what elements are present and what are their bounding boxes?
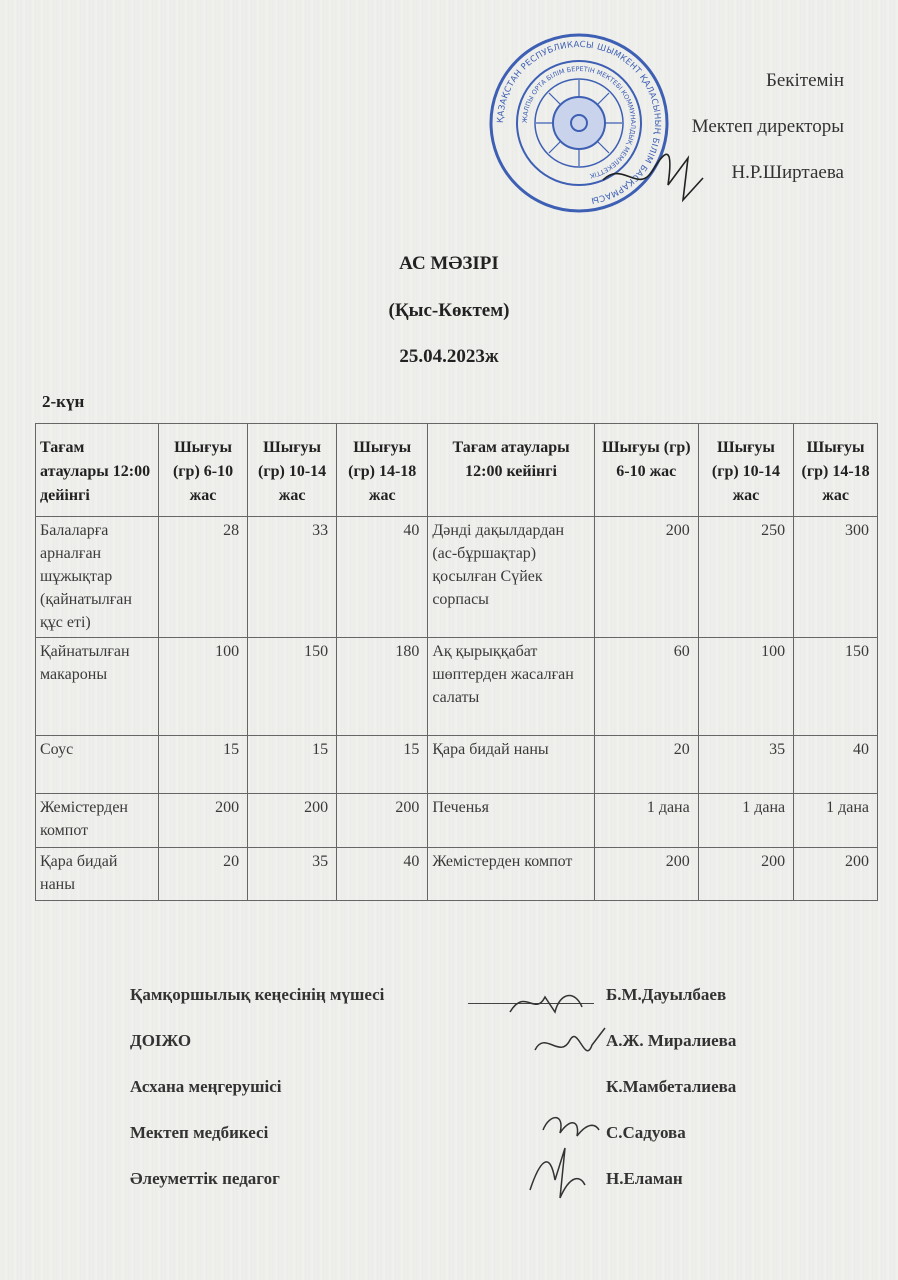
cell-value: 20 bbox=[159, 848, 248, 901]
cell-value: 200 bbox=[248, 794, 337, 848]
stamp-outer-text: ҚАЗАҚСТАН РЕСПУБЛИКАСЫ ШЫМКЕНТ ҚАЛАСЫНЫҢ БІЛІМ БАСҚАРМАСЫ bbox=[495, 39, 663, 206]
cell-value: 200 bbox=[594, 517, 698, 638]
cell-dish: Ақ қырыққабат шөптерден жасалған салаты bbox=[428, 638, 594, 736]
table-header-row bbox=[36, 424, 878, 517]
day-label: 2-күн bbox=[42, 392, 85, 411]
header-dish-after-noon: Тағам атаулары 12:00 кейінгі bbox=[428, 424, 594, 517]
cell-value: 200 bbox=[594, 848, 698, 901]
cell-value: 150 bbox=[248, 638, 337, 736]
cell-dish: Қара бидай наны bbox=[36, 848, 159, 901]
document-date: 25.04.2023ж bbox=[399, 346, 499, 367]
cell-value: 15 bbox=[159, 736, 248, 794]
table-row bbox=[36, 638, 878, 736]
cell-value: 100 bbox=[159, 638, 248, 736]
cell-value: 200 bbox=[337, 794, 428, 848]
signer-name: К.Мамбеталиева bbox=[606, 1077, 737, 1096]
cell-value: 200 bbox=[794, 848, 878, 901]
cell-value: 1 дана bbox=[794, 794, 878, 848]
document-title: АС МӘЗІРІ bbox=[399, 253, 499, 274]
cell-value: 200 bbox=[698, 848, 793, 901]
cell-value: 180 bbox=[337, 638, 428, 736]
table-row bbox=[36, 736, 878, 794]
header-portion-6-10: Шығуы (гр) 6-10 жас bbox=[159, 424, 248, 517]
signature-row bbox=[130, 1123, 810, 1169]
signer-role: ДОІЖО bbox=[130, 1031, 192, 1050]
signer-role: Қамқоршылық кеңесінің мүшесі bbox=[130, 985, 385, 1004]
stamp-inner-text: ЖАЛПЫ ОРТА БІЛІМ БЕРЕТІН МЕКТЕБІ КОММУНАЛДЫҚ МЕМЛЕКЕТТІК bbox=[520, 64, 638, 180]
header-portion-10-14-pm: Шығуы (гр) 10-14 жас bbox=[698, 424, 793, 517]
approver-position: Мектеп директоры bbox=[691, 116, 844, 137]
table-row bbox=[36, 794, 878, 848]
document-season: (Қыс-Көктем) bbox=[388, 300, 510, 321]
approval-label: Бекітемін bbox=[765, 70, 844, 91]
cell-value: 40 bbox=[337, 848, 428, 901]
header-portion-14-18: Шығуы (гр) 14-18 жас bbox=[337, 424, 428, 517]
cell-dish: Жемістерден компот bbox=[36, 794, 159, 848]
signature-row bbox=[130, 1031, 810, 1077]
menu-table bbox=[35, 423, 878, 901]
signer-role: Әлеуметтік педагог bbox=[130, 1169, 280, 1188]
signer-role: Асхана меңгерушісі bbox=[130, 1077, 282, 1096]
header-dish-before-noon: Тағам атаулары 12:00 дейінгі bbox=[36, 424, 159, 517]
cell-value: 150 bbox=[794, 638, 878, 736]
cell-value: 300 bbox=[794, 517, 878, 638]
table-row bbox=[36, 848, 878, 901]
signature-row bbox=[130, 1077, 810, 1123]
table-row bbox=[36, 517, 878, 638]
cell-value: 35 bbox=[248, 848, 337, 901]
cell-dish: Дәнді дақылдардан (ас-бұршақтар) қосылған Сүйек сорпасы bbox=[428, 517, 594, 638]
cell-dish: Қайнатылған макароны bbox=[36, 638, 159, 736]
signature-mark-1 bbox=[500, 982, 590, 1022]
director-signature bbox=[598, 140, 708, 210]
cell-dish: Балаларға арналған шұжықтар (қайнатылған құс еті) bbox=[36, 517, 159, 638]
approver-name: Н.Р.Ширтаева bbox=[731, 162, 844, 183]
cell-value: 28 bbox=[159, 517, 248, 638]
signer-name: Б.М.Дауылбаев bbox=[606, 985, 727, 1004]
header-portion-14-18-pm: Шығуы (гр) 14-18 жас bbox=[794, 424, 878, 517]
header-portion-10-14: Шығуы (гр) 10-14 жас bbox=[248, 424, 337, 517]
cell-value: 1 дана bbox=[698, 794, 793, 848]
cell-value: 100 bbox=[698, 638, 793, 736]
signer-name: А.Ж. Миралиева bbox=[606, 1031, 737, 1050]
cell-dish: Жемістерден компот bbox=[428, 848, 594, 901]
cell-value: 15 bbox=[248, 736, 337, 794]
signer-name: С.Садуова bbox=[606, 1123, 686, 1142]
signature-row bbox=[130, 985, 810, 1031]
signer-name: Н.Еламан bbox=[606, 1169, 683, 1188]
signature-mark-2 bbox=[530, 1020, 610, 1070]
cell-value: 40 bbox=[337, 517, 428, 638]
cell-dish: Соус bbox=[36, 736, 159, 794]
cell-value: 20 bbox=[594, 736, 698, 794]
cell-value: 40 bbox=[794, 736, 878, 794]
signature-row bbox=[130, 1169, 810, 1215]
header-portion-6-10-pm: Шығуы (гр) 6-10 жас bbox=[594, 424, 698, 517]
cell-value: 35 bbox=[698, 736, 793, 794]
cell-value: 1 дана bbox=[594, 794, 698, 848]
signatures-block bbox=[130, 985, 810, 1215]
cell-value: 15 bbox=[337, 736, 428, 794]
cell-dish: Печенья bbox=[428, 794, 594, 848]
cell-value: 33 bbox=[248, 517, 337, 638]
cell-value: 60 bbox=[594, 638, 698, 736]
cell-dish: Қара бидай наны bbox=[428, 736, 594, 794]
signature-mark-5 bbox=[520, 1140, 590, 1205]
cell-value: 200 bbox=[159, 794, 248, 848]
cell-value: 250 bbox=[698, 517, 793, 638]
approval-block bbox=[692, 58, 844, 196]
signer-role: Мектеп медбикесі bbox=[130, 1123, 269, 1142]
